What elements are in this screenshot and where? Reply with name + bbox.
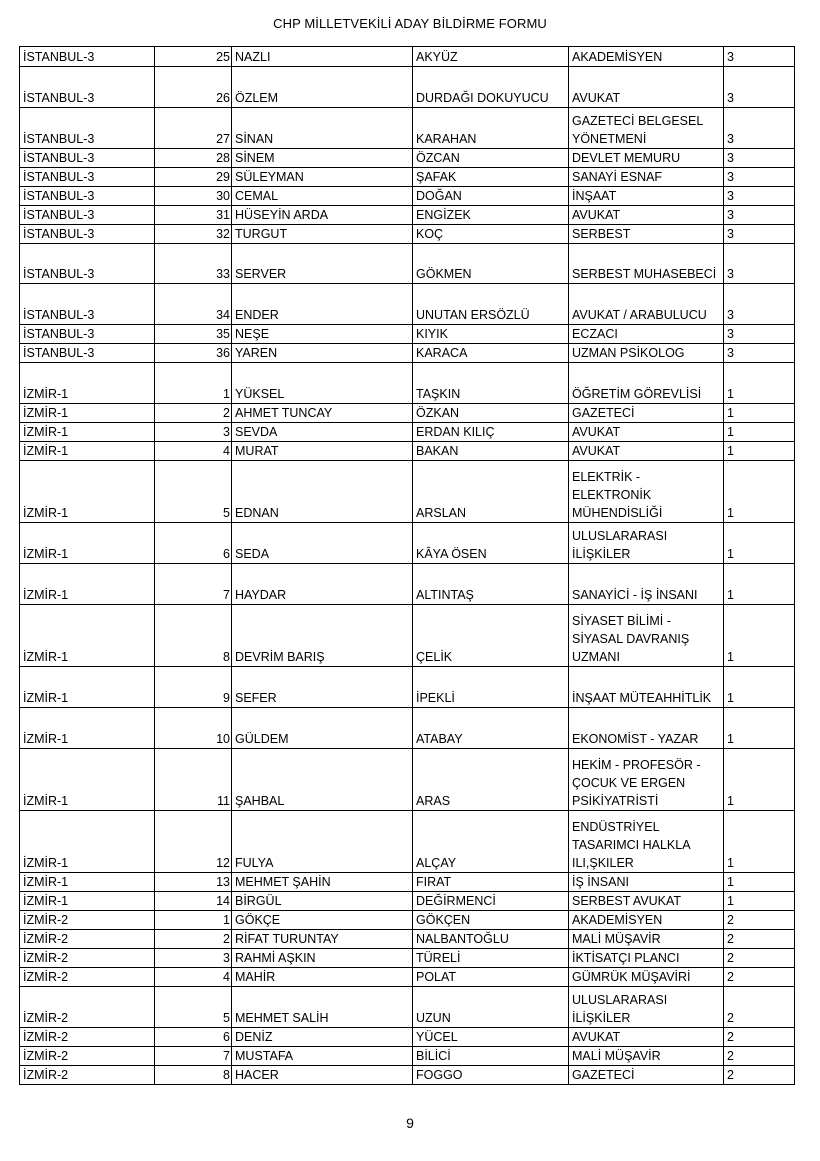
rank-cell: 1 bbox=[155, 911, 232, 930]
first-name-cell: TURGUT bbox=[232, 225, 413, 244]
profession-cell: ULUSLARARASI İLİŞKİLER bbox=[569, 987, 724, 1028]
rank-cell: 10 bbox=[155, 708, 232, 749]
table-row bbox=[20, 168, 795, 187]
province-cell: İZMİR-1 bbox=[20, 442, 155, 461]
province-cell: İZMİR-2 bbox=[20, 1028, 155, 1047]
table-row bbox=[20, 404, 795, 423]
table-row bbox=[20, 968, 795, 987]
table-row bbox=[20, 605, 795, 667]
last-name-cell: NALBANTOĞLU bbox=[413, 930, 569, 949]
table-row bbox=[20, 244, 795, 284]
candidate-table bbox=[19, 46, 795, 1085]
province-cell: İSTANBUL-3 bbox=[20, 149, 155, 168]
table-row bbox=[20, 284, 795, 325]
last-name-cell: BİLİCİ bbox=[413, 1047, 569, 1066]
rank-cell: 35 bbox=[155, 325, 232, 344]
province-cell: İZMİR-1 bbox=[20, 523, 155, 564]
first-name-cell: SEVDA bbox=[232, 423, 413, 442]
province-cell: İSTANBUL-3 bbox=[20, 108, 155, 149]
table-row bbox=[20, 873, 795, 892]
district-cell: 2 bbox=[724, 987, 795, 1028]
district-cell: 2 bbox=[724, 1066, 795, 1085]
district-cell: 3 bbox=[724, 344, 795, 363]
last-name-cell: ÖZCAN bbox=[413, 149, 569, 168]
last-name-cell: UNUTAN ERSÖZLÜ bbox=[413, 284, 569, 325]
first-name-cell: GÖKÇE bbox=[232, 911, 413, 930]
rank-cell: 14 bbox=[155, 892, 232, 911]
last-name-cell: GÖKMEN bbox=[413, 244, 569, 284]
province-cell: İSTANBUL-3 bbox=[20, 187, 155, 206]
page-number: 9 bbox=[406, 1115, 414, 1131]
rank-cell: 12 bbox=[155, 811, 232, 873]
last-name-cell: KIYIK bbox=[413, 325, 569, 344]
first-name-cell: YÜKSEL bbox=[232, 363, 413, 404]
district-cell: 1 bbox=[724, 605, 795, 667]
profession-cell: ÖĞRETİM GÖREVLİSİ bbox=[569, 363, 724, 404]
last-name-cell: FIRAT bbox=[413, 873, 569, 892]
last-name-cell: DURDAĞI DOKUYUCU bbox=[413, 67, 569, 108]
rank-cell: 31 bbox=[155, 206, 232, 225]
district-cell: 2 bbox=[724, 949, 795, 968]
profession-cell: AVUKAT bbox=[569, 206, 724, 225]
profession-cell: GAZETECİ bbox=[569, 404, 724, 423]
first-name-cell: SERVER bbox=[232, 244, 413, 284]
table-row bbox=[20, 47, 795, 67]
rank-cell: 36 bbox=[155, 344, 232, 363]
profession-cell: SANAYİCİ - İŞ İNSANI bbox=[569, 564, 724, 605]
province-cell: İSTANBUL-3 bbox=[20, 344, 155, 363]
province-cell: İSTANBUL-3 bbox=[20, 168, 155, 187]
profession-cell: ELEKTRİK - ELEKTRONİK MÜHENDİSLİĞİ bbox=[569, 461, 724, 523]
table-row bbox=[20, 344, 795, 363]
first-name-cell: FULYA bbox=[232, 811, 413, 873]
profession-cell: SERBEST AVUKAT bbox=[569, 892, 724, 911]
rank-cell: 29 bbox=[155, 168, 232, 187]
province-cell: İSTANBUL-3 bbox=[20, 244, 155, 284]
rank-cell: 13 bbox=[155, 873, 232, 892]
last-name-cell: DEĞİRMENCİ bbox=[413, 892, 569, 911]
table-row bbox=[20, 67, 795, 108]
profession-cell: UZMAN PSİKOLOG bbox=[569, 344, 724, 363]
rank-cell: 4 bbox=[155, 442, 232, 461]
candidate-rows bbox=[20, 47, 795, 1085]
district-cell: 1 bbox=[724, 461, 795, 523]
first-name-cell: ŞAHBAL bbox=[232, 749, 413, 811]
first-name-cell: SİNEM bbox=[232, 149, 413, 168]
first-name-cell: HAYDAR bbox=[232, 564, 413, 605]
table-row bbox=[20, 564, 795, 605]
rank-cell: 5 bbox=[155, 987, 232, 1028]
first-name-cell: MEHMET SALİH bbox=[232, 987, 413, 1028]
province-cell: İZMİR-2 bbox=[20, 968, 155, 987]
first-name-cell: NAZLI bbox=[232, 47, 413, 67]
district-cell: 1 bbox=[724, 708, 795, 749]
first-name-cell: EDNAN bbox=[232, 461, 413, 523]
district-cell: 1 bbox=[724, 811, 795, 873]
district-cell: 1 bbox=[724, 564, 795, 605]
province-cell: İSTANBUL-3 bbox=[20, 206, 155, 225]
district-cell: 3 bbox=[724, 187, 795, 206]
table-row bbox=[20, 1047, 795, 1066]
first-name-cell: SEDA bbox=[232, 523, 413, 564]
province-cell: İZMİR-1 bbox=[20, 811, 155, 873]
province-cell: İSTANBUL-3 bbox=[20, 325, 155, 344]
district-cell: 1 bbox=[724, 873, 795, 892]
table-row bbox=[20, 442, 795, 461]
first-name-cell: SİNAN bbox=[232, 108, 413, 149]
district-cell: 3 bbox=[724, 67, 795, 108]
district-cell: 3 bbox=[724, 206, 795, 225]
first-name-cell: SÜLEYMAN bbox=[232, 168, 413, 187]
province-cell: İSTANBUL-3 bbox=[20, 67, 155, 108]
rank-cell: 34 bbox=[155, 284, 232, 325]
last-name-cell: TÜRELİ bbox=[413, 949, 569, 968]
last-name-cell: KOÇ bbox=[413, 225, 569, 244]
district-cell: 1 bbox=[724, 892, 795, 911]
province-cell: İZMİR-1 bbox=[20, 564, 155, 605]
table-row bbox=[20, 187, 795, 206]
profession-cell: İNŞAAT bbox=[569, 187, 724, 206]
district-cell: 3 bbox=[724, 47, 795, 67]
rank-cell: 26 bbox=[155, 67, 232, 108]
rank-cell: 6 bbox=[155, 523, 232, 564]
district-cell: 2 bbox=[724, 1047, 795, 1066]
last-name-cell: KARACA bbox=[413, 344, 569, 363]
table-row bbox=[20, 667, 795, 708]
profession-cell: İNŞAAT MÜTEAHHİTLİK bbox=[569, 667, 724, 708]
last-name-cell: FOGGO bbox=[413, 1066, 569, 1085]
rank-cell: 9 bbox=[155, 667, 232, 708]
district-cell: 3 bbox=[724, 284, 795, 325]
profession-cell: ENDÜSTRİYEL TASARIMCI HALKLA ILI,ŞKILER bbox=[569, 811, 724, 873]
last-name-cell: AKYÜZ bbox=[413, 47, 569, 67]
profession-cell: HEKİM - PROFESÖR - ÇOCUK VE ERGEN PSİKİYATRİSTİ bbox=[569, 749, 724, 811]
province-cell: İZMİR-2 bbox=[20, 987, 155, 1028]
profession-cell: İŞ İNSANI bbox=[569, 873, 724, 892]
province-cell: İZMİR-1 bbox=[20, 892, 155, 911]
rank-cell: 1 bbox=[155, 363, 232, 404]
table-row bbox=[20, 708, 795, 749]
table-row bbox=[20, 363, 795, 404]
province-cell: İZMİR-1 bbox=[20, 363, 155, 404]
profession-cell: GAZETECİ bbox=[569, 1066, 724, 1085]
profession-cell: SERBEST bbox=[569, 225, 724, 244]
province-cell: İZMİR-1 bbox=[20, 423, 155, 442]
table-row bbox=[20, 108, 795, 149]
profession-cell: AVUKAT / ARABULUCU bbox=[569, 284, 724, 325]
rank-cell: 27 bbox=[155, 108, 232, 149]
first-name-cell: HÜSEYİN ARDA bbox=[232, 206, 413, 225]
table-row bbox=[20, 749, 795, 811]
rank-cell: 2 bbox=[155, 930, 232, 949]
district-cell: 1 bbox=[724, 363, 795, 404]
last-name-cell: ŞAFAK bbox=[413, 168, 569, 187]
table-row bbox=[20, 892, 795, 911]
rank-cell: 8 bbox=[155, 1066, 232, 1085]
first-name-cell: ENDER bbox=[232, 284, 413, 325]
province-cell: İZMİR-1 bbox=[20, 749, 155, 811]
first-name-cell: DEVRİM BARIŞ bbox=[232, 605, 413, 667]
last-name-cell: ATABAY bbox=[413, 708, 569, 749]
province-cell: İSTANBUL-3 bbox=[20, 284, 155, 325]
rank-cell: 32 bbox=[155, 225, 232, 244]
last-name-cell: ARSLAN bbox=[413, 461, 569, 523]
first-name-cell: MAHİR bbox=[232, 968, 413, 987]
last-name-cell: ARAS bbox=[413, 749, 569, 811]
last-name-cell: ÇELİK bbox=[413, 605, 569, 667]
profession-cell: MALİ MÜŞAVİR bbox=[569, 1047, 724, 1066]
first-name-cell: AHMET TUNCAY bbox=[232, 404, 413, 423]
district-cell: 2 bbox=[724, 1028, 795, 1047]
rank-cell: 5 bbox=[155, 461, 232, 523]
district-cell: 3 bbox=[724, 325, 795, 344]
last-name-cell: TAŞKIN bbox=[413, 363, 569, 404]
rank-cell: 28 bbox=[155, 149, 232, 168]
district-cell: 1 bbox=[724, 423, 795, 442]
district-cell: 1 bbox=[724, 749, 795, 811]
profession-cell: MALİ MÜŞAVİR bbox=[569, 930, 724, 949]
rank-cell: 33 bbox=[155, 244, 232, 284]
table-row bbox=[20, 149, 795, 168]
province-cell: İZMİR-1 bbox=[20, 461, 155, 523]
district-cell: 3 bbox=[724, 225, 795, 244]
rank-cell: 7 bbox=[155, 1047, 232, 1066]
first-name-cell: MUSTAFA bbox=[232, 1047, 413, 1066]
province-cell: İZMİR-2 bbox=[20, 930, 155, 949]
table-row bbox=[20, 225, 795, 244]
district-cell: 1 bbox=[724, 442, 795, 461]
district-cell: 3 bbox=[724, 108, 795, 149]
last-name-cell: BAKAN bbox=[413, 442, 569, 461]
last-name-cell: KARAHAN bbox=[413, 108, 569, 149]
first-name-cell: DENİZ bbox=[232, 1028, 413, 1047]
profession-cell: AVUKAT bbox=[569, 1028, 724, 1047]
district-cell: 2 bbox=[724, 930, 795, 949]
last-name-cell: ÖZKAN bbox=[413, 404, 569, 423]
last-name-cell: ERDAN KILIÇ bbox=[413, 423, 569, 442]
province-cell: İZMİR-2 bbox=[20, 1047, 155, 1066]
district-cell: 3 bbox=[724, 244, 795, 284]
rank-cell: 8 bbox=[155, 605, 232, 667]
first-name-cell: YAREN bbox=[232, 344, 413, 363]
table-row bbox=[20, 987, 795, 1028]
profession-cell: ULUSLARARASI İLİŞKİLER bbox=[569, 523, 724, 564]
district-cell: 1 bbox=[724, 404, 795, 423]
table-row bbox=[20, 523, 795, 564]
province-cell: İZMİR-1 bbox=[20, 873, 155, 892]
table-row bbox=[20, 949, 795, 968]
district-cell: 3 bbox=[724, 168, 795, 187]
province-cell: İZMİR-1 bbox=[20, 708, 155, 749]
rank-cell: 6 bbox=[155, 1028, 232, 1047]
profession-cell: DEVLET MEMURU bbox=[569, 149, 724, 168]
profession-cell: AVUKAT bbox=[569, 67, 724, 108]
province-cell: İSTANBUL-3 bbox=[20, 47, 155, 67]
rank-cell: 3 bbox=[155, 423, 232, 442]
province-cell: İZMİR-2 bbox=[20, 949, 155, 968]
rank-cell: 25 bbox=[155, 47, 232, 67]
last-name-cell: KÂYA ÖSEN bbox=[413, 523, 569, 564]
province-cell: İZMİR-2 bbox=[20, 911, 155, 930]
table-row bbox=[20, 811, 795, 873]
province-cell: İZMİR-1 bbox=[20, 667, 155, 708]
profession-cell: SERBEST MUHASEBECİ bbox=[569, 244, 724, 284]
last-name-cell: YÜCEL bbox=[413, 1028, 569, 1047]
last-name-cell: ENGİZEK bbox=[413, 206, 569, 225]
first-name-cell: MEHMET ŞAHİN bbox=[232, 873, 413, 892]
rank-cell: 7 bbox=[155, 564, 232, 605]
last-name-cell: ALTINTAŞ bbox=[413, 564, 569, 605]
rank-cell: 11 bbox=[155, 749, 232, 811]
profession-cell: GÜMRÜK MÜŞAVİRİ bbox=[569, 968, 724, 987]
last-name-cell: ALÇAY bbox=[413, 811, 569, 873]
profession-cell: SİYASET BİLİMİ - SİYASAL DAVRANIŞ UZMANI bbox=[569, 605, 724, 667]
province-cell: İSTANBUL-3 bbox=[20, 225, 155, 244]
last-name-cell: GÖKÇEN bbox=[413, 911, 569, 930]
district-cell: 1 bbox=[724, 523, 795, 564]
profession-cell: AKADEMİSYEN bbox=[569, 911, 724, 930]
profession-cell: AVUKAT bbox=[569, 442, 724, 461]
first-name-cell: NEŞE bbox=[232, 325, 413, 344]
district-cell: 2 bbox=[724, 911, 795, 930]
table-row bbox=[20, 1028, 795, 1047]
province-cell: İZMİR-1 bbox=[20, 404, 155, 423]
profession-cell: GAZETECİ BELGESEL YÖNETMENİ bbox=[569, 108, 724, 149]
profession-cell: AVUKAT bbox=[569, 423, 724, 442]
first-name-cell: GÜLDEM bbox=[232, 708, 413, 749]
page-header: CHP MİLLETVEKİLİ ADAY BİLDİRME FORMU bbox=[273, 16, 547, 31]
profession-cell: ECZACI bbox=[569, 325, 724, 344]
profession-cell: EKONOMİST - YAZAR bbox=[569, 708, 724, 749]
district-cell: 3 bbox=[724, 149, 795, 168]
first-name-cell: SEFER bbox=[232, 667, 413, 708]
first-name-cell: RİFAT TURUNTAY bbox=[232, 930, 413, 949]
table-row bbox=[20, 325, 795, 344]
first-name-cell: MURAT bbox=[232, 442, 413, 461]
profession-cell: İKTİSATÇI PLANCI bbox=[569, 949, 724, 968]
table-row bbox=[20, 423, 795, 442]
province-cell: İZMİR-2 bbox=[20, 1066, 155, 1085]
rank-cell: 2 bbox=[155, 404, 232, 423]
profession-cell: SANAYİ ESNAF bbox=[569, 168, 724, 187]
first-name-cell: CEMAL bbox=[232, 187, 413, 206]
rank-cell: 4 bbox=[155, 968, 232, 987]
last-name-cell: UZUN bbox=[413, 987, 569, 1028]
table-row bbox=[20, 911, 795, 930]
table-row bbox=[20, 930, 795, 949]
last-name-cell: İPEKLİ bbox=[413, 667, 569, 708]
table-row bbox=[20, 1066, 795, 1085]
table-row bbox=[20, 206, 795, 225]
first-name-cell: ÖZLEM bbox=[232, 67, 413, 108]
last-name-cell: DOĞAN bbox=[413, 187, 569, 206]
first-name-cell: RAHMİ AŞKIN bbox=[232, 949, 413, 968]
table-row bbox=[20, 461, 795, 523]
first-name-cell: HACER bbox=[232, 1066, 413, 1085]
rank-cell: 30 bbox=[155, 187, 232, 206]
district-cell: 1 bbox=[724, 667, 795, 708]
last-name-cell: POLAT bbox=[413, 968, 569, 987]
profession-cell: AKADEMİSYEN bbox=[569, 47, 724, 67]
rank-cell: 3 bbox=[155, 949, 232, 968]
first-name-cell: BİRGÜL bbox=[232, 892, 413, 911]
province-cell: İZMİR-1 bbox=[20, 605, 155, 667]
district-cell: 2 bbox=[724, 968, 795, 987]
